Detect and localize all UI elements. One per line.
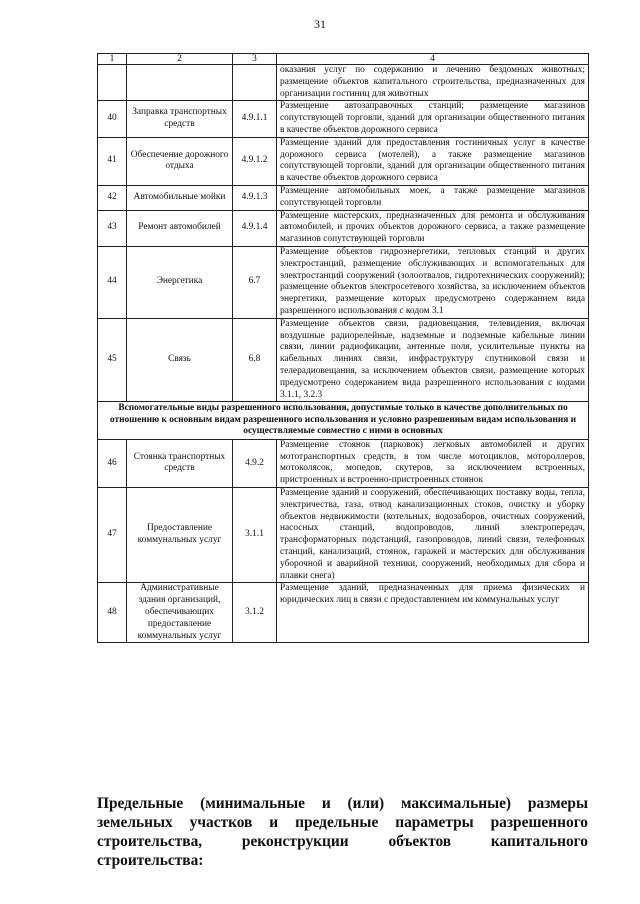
table-row [98, 185, 589, 210]
section-row [98, 402, 589, 440]
section-heading [97, 794, 588, 870]
row-number: 46 [98, 439, 127, 487]
use-type-code: 4.9.2 [233, 439, 277, 487]
use-type-description: оказания услуг по содержанию и лечению бездомных животных; размещение объектов капитального строительства, предназначенных для организации гостиниц для животных [277, 65, 589, 101]
row-number [98, 65, 127, 101]
use-type-code: 4.9.1.2 [233, 137, 277, 185]
use-type-description: Размещение зданий и сооружений, обеспечивающих поставку воды, тепла, электричества, газа, отвод канализационных стоков, очистку и уборку объектов недвижимости (котельных, водозаборов, очистных сооружений, насосных станций, водопроводов, линий электропередач, трансформаторных подстанций, газопроводов, линий связи, телефонных станций, канализаций, стоянок, гаражей и мастерских для обслуживания уборочной и аварийной техники, сооружений, необходимых для сбора и плавки снега) [277, 488, 589, 583]
use-type-code: 6.8 [233, 318, 277, 402]
heading-line: строительства, реконструкции объектов капитального строительства: [97, 833, 588, 869]
use-type-description: Размещение стоянок (парковок) легковых автомобилей и других мототранспортных средств, в том числе мотоциклов, мотороллеров, мотоколясок, мопедов, скутеров, за исключением встроенных, пристроенных и встроенно-пристроенных стоянок [277, 439, 589, 487]
table-row [98, 583, 589, 643]
use-type-name: Ремонт автомобилей [127, 210, 233, 246]
use-type-code: 4.9.1.4 [233, 210, 277, 246]
use-type-description: Размещение зданий для предоставления гостиничных услуг в качестве дорожного сервиса (мотелей), а также размещение магазинов сопутствующей торговли, зданий для организации общественного питания в качестве объектов дорожного сервиса [277, 137, 589, 185]
use-type-description: Размещение объектов гидроэнергетики, тепловых станций и других электростанций, размещение обслуживающих и вспомогательных для электростанций сооружений (золоотвалов, гидротехнических сооружений); размещение объектов электросетевого хозяйства, за исключением объектов энергетики, размещение которых предусмотрено содержанием вида разрешенного использования с кодом 3.1 [277, 246, 589, 318]
use-type-name: Стоянка транспортных средств [127, 439, 233, 487]
use-type-name: Предоставление коммунальных услуг [127, 488, 233, 583]
header-cell: 3 [233, 54, 277, 65]
row-number: 48 [98, 583, 127, 643]
use-type-name: Административные здания организаций, обеспечивающих предоставление коммунальных услуг [127, 583, 233, 643]
use-type-description: Размещение автомобильных моек, а также размещение магазинов сопутствующей торговли [277, 185, 589, 210]
row-number: 40 [98, 101, 127, 137]
use-type-code: 4.9.1.1 [233, 101, 277, 137]
use-type-description: Размещение мастерских, предназначенных для ремонта и обслуживания автомобилей, и прочих объектов дорожного сервиса, а также размещение магазинов сопутствующей торговли [277, 210, 589, 246]
table-row [98, 137, 589, 185]
header-cell: 2 [127, 54, 233, 65]
table-row [98, 210, 589, 246]
table-row [98, 439, 589, 487]
table-row [98, 65, 589, 101]
use-type-name: Энергетика [127, 246, 233, 318]
use-type-code: 6.7 [233, 246, 277, 318]
row-number: 43 [98, 210, 127, 246]
table-row [98, 488, 589, 583]
use-type-code: 4.9.1.3 [233, 185, 277, 210]
header-cell: 4 [277, 54, 589, 65]
section-title: Вспомогательные виды разрешенного использования, допустимые только в качестве дополнительных по отношению к основным видам разрешенного использования и условно разрешенным видам использования и осуществляемые совместно с ними в основных [98, 402, 589, 440]
land-use-table [97, 53, 589, 643]
use-type-code [233, 65, 277, 101]
use-type-code: 3.1.2 [233, 583, 277, 643]
row-number: 44 [98, 246, 127, 318]
row-number: 42 [98, 185, 127, 210]
use-type-code: 3.1.1 [233, 488, 277, 583]
table-row [98, 101, 589, 137]
page-number: 31 [314, 17, 326, 31]
use-type-name: Обеспечение дорожного отдыха [127, 137, 233, 185]
use-type-description: Размещение автозаправочных станций; размещение магазинов сопутствующей торговли, зданий для организации общественного питания в качестве объектов дорожного сервиса [277, 101, 589, 137]
use-type-description: Размещение зданий, предназначенных для приема физических и юридических лиц в связи с предоставлением им коммунальных услуг [277, 583, 589, 643]
use-type-name [127, 65, 233, 101]
row-number: 41 [98, 137, 127, 185]
use-type-description: Размещение объектов связи, радиовещания, телевидения, включая воздушные радиорелейные, надземные и подземные кабельные линии связи, линии радиофикации, антенные поля, усилительные пункты на кабельных линиях связи, инфраструктуру спутниковой связи и телерадиовещания, за исключением объектов связи, размещение которых предусмотрено содержанием вида разрешенного использования с кодами 3.1.1, 3.2.3 [277, 318, 589, 402]
heading-line: Предельные (минимальные и (или) максимальные) размеры [97, 795, 588, 812]
table-row [98, 318, 589, 402]
use-type-name: Заправка транспортных средств [127, 101, 233, 137]
header-cell: 1 [98, 54, 127, 65]
use-type-name: Автомобильные мойки [127, 185, 233, 210]
heading-line: земельных участков и предельные параметры разрешенного [97, 814, 588, 831]
use-type-name: Связь [127, 318, 233, 402]
table-row [98, 246, 589, 318]
table-header-row [98, 54, 589, 65]
row-number: 45 [98, 318, 127, 402]
row-number: 47 [98, 488, 127, 583]
